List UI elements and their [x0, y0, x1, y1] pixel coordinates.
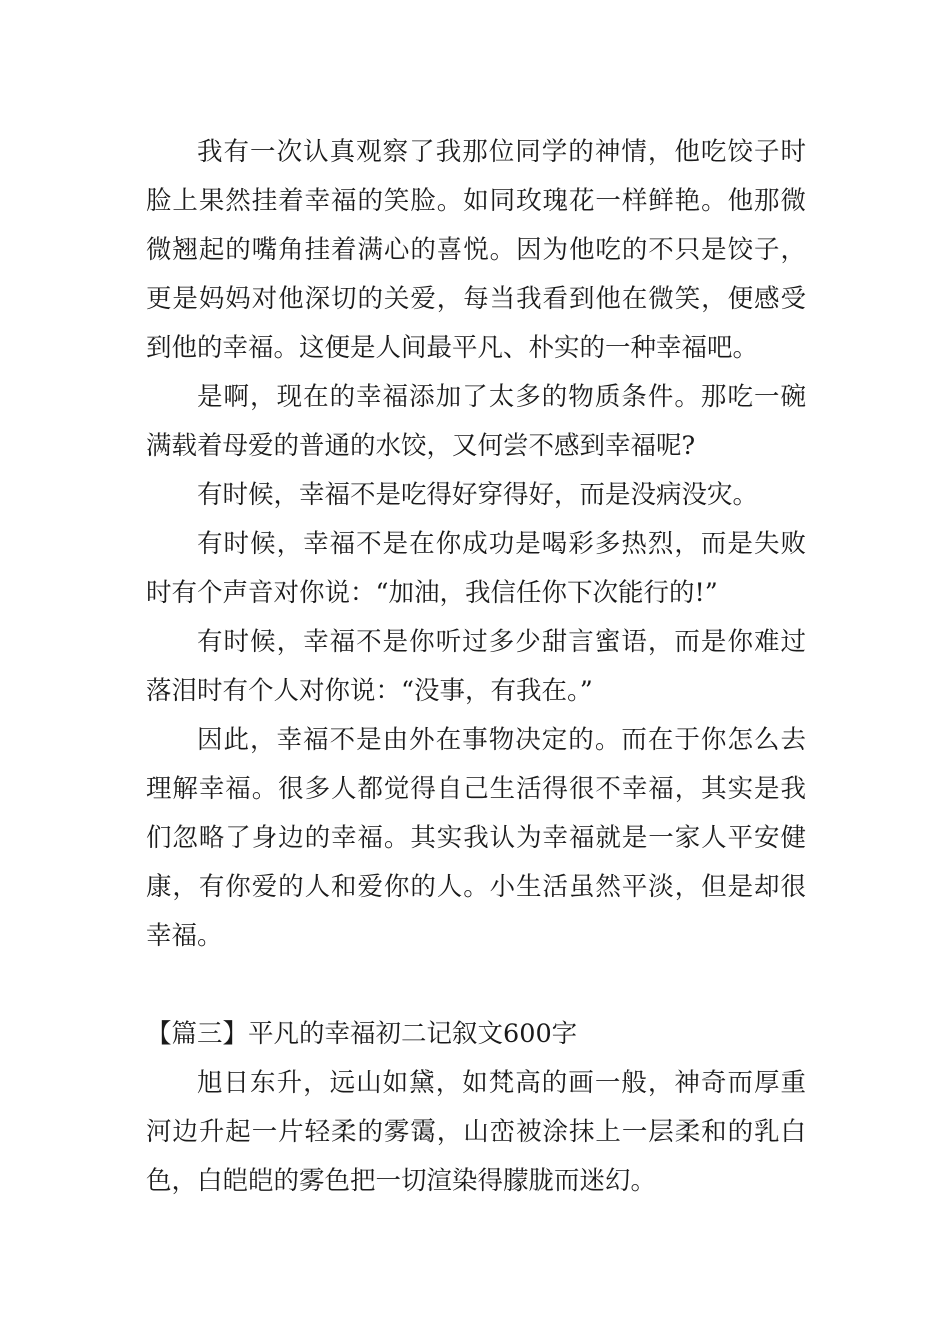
paragraph: 有时候，幸福不是吃得好穿得好，而是没病没灾。 [197, 480, 759, 510]
section-heading: 【篇三】平凡的幸福初二记叙文600字 [146, 1019, 578, 1049]
paragraph: 旭日东升，远山如黛，如梵高的画一般，神奇而厚重河边升起一片轻柔的雾霭，山峦被涂抹上一层柔和的乳白色，白皑皑的雾色把一切渲染得朦胧而迷幻。 [146, 1068, 806, 1196]
paragraph: 我有一次认真观察了我那位同学的神情，他吃饺子时脸上果然挂着幸福的笑脸。如同玫瑰花一样鲜艳。他那微微翘起的嘴角挂着满心的喜悦。因为他吃的不只是饺子，更是妈妈对他深切的关爱，每当我看到他在微笑，便感受到他的幸福。这便是人间最平凡、朴实的一种幸福吧。 [146, 137, 806, 363]
paragraph: 有时候，幸福不是在你成功是喝彩多热烈，而是失败时有个声音对你说：“加油，我信任你下次能行的!” [146, 529, 806, 608]
paragraph: 因此，幸福不是由外在事物决定的。而在于你怎么去理解幸福。很多人都觉得自己生活得很不幸福，其实是我们忽略了身边的幸福。其实我认为幸福就是一家人平安健康，有你爱的人和爱你的人。小生活虽然平淡，但是却很幸福。 [146, 725, 806, 951]
paragraph: 是啊，现在的幸福添加了太多的物质条件。那吃一碗满载着母爱的普通的水饺，又何尝不感到幸福呢? [146, 382, 806, 461]
document-body [146, 128, 806, 1206]
paragraph: 有时候，幸福不是你听过多少甜言蜜语，而是你难过落泪时有个人对你说：“没事，有我在。” [146, 627, 806, 706]
